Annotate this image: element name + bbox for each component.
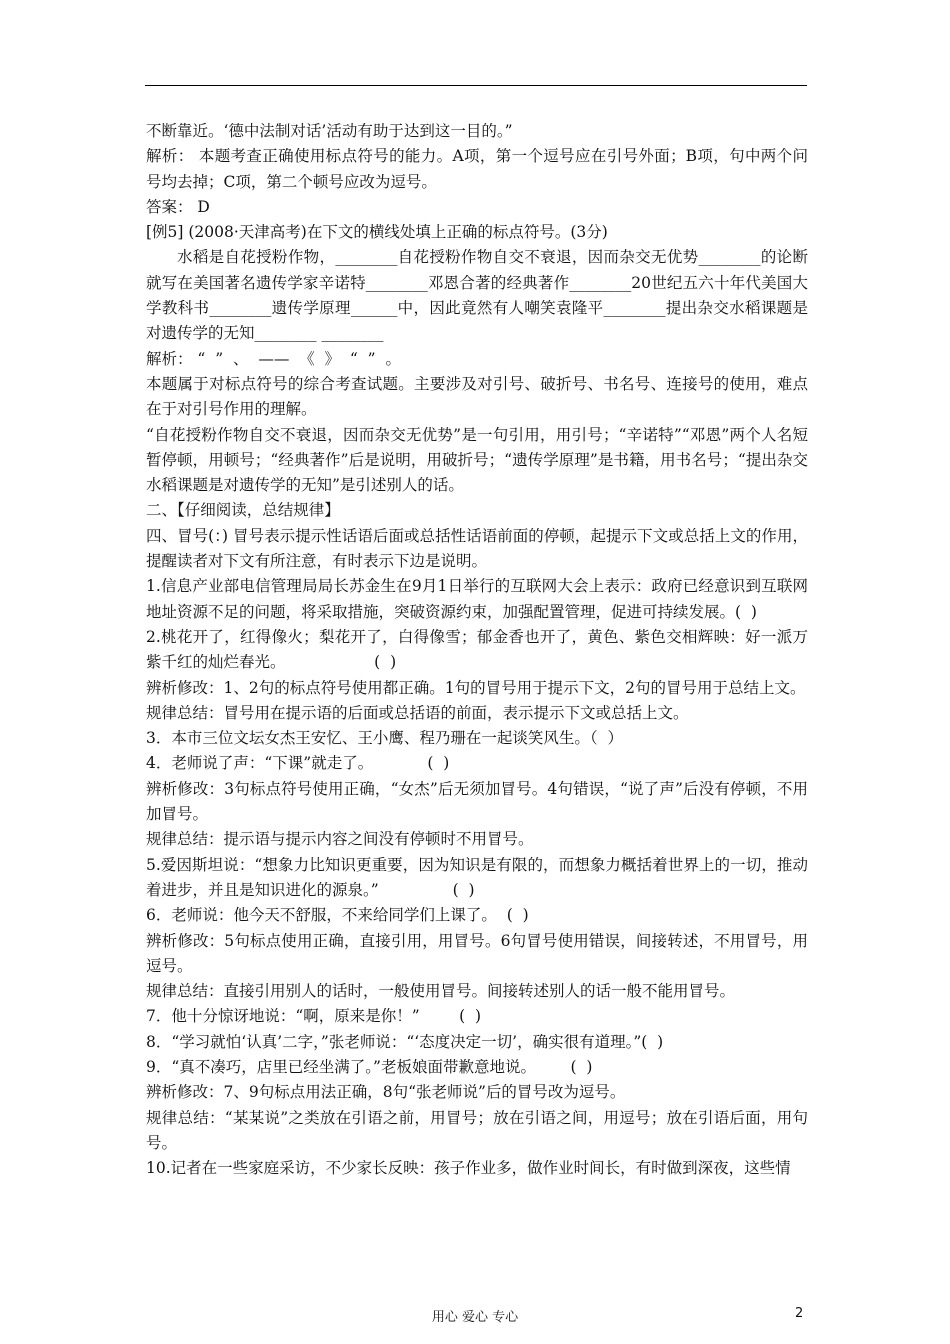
footer-motto: 用心 爱心 专心 <box>431 1310 519 1325</box>
list-item: 1.信息产业部电信管理局局长苏金生在9月1日举行的互联网大会上表示：政府已经意识到互联网地址资源不足的问题，将采取措施，突破资源约束，加强配置管理，促进可持续发展。( ) <box>146 577 808 621</box>
analysis-answer-line: 解析： “ ” 、 —— 《 》 “ ” 。 <box>146 349 401 368</box>
list-item: 3．本市三位文坛女杰王安忆、王小鹰、程乃珊在一起谈笑风生。（ ） <box>146 729 623 748</box>
list-item: 9．“真不凑巧，店里已经坐满了。”老板娘面带歉意地说。 ( ) <box>146 1057 593 1076</box>
list-item: 2.桃花开了，红得像火；梨花开了，白得像雪；郁金香也开了，黄色、紫色交相辉映：好一派万紫千红的灿烂春光。 ( ) <box>146 627 808 672</box>
example-heading: [例5] (2008·天津高考)在下文的横线处填上正确的标点符号。(3分) <box>146 223 608 242</box>
page-number: 2 <box>795 1306 804 1321</box>
analysis-paragraph: 辨析修改：3句标点符号使用正确，“女杰”后无须加冒号。4句错误，“说了声”后没有停顿，不用加冒号。 <box>146 779 808 824</box>
header-rule <box>145 85 807 86</box>
exercise-passage: 水稻是自花授粉作物，________自花授粉作物自交不衰退，因而杂交无优势________的论断就写在美国著名遗传学家辛诺特________邓恩合著的经典著作________20世纪五六十年代美国大学教科书________遗传学原理______中，因此竟然有人嘲笑袁隆平________提出杂交水稻课题是对遗传学的无知________ ________ <box>146 248 808 343</box>
section-intro: 四、冒号(：) 冒号表示提示性话语后面或总括性话语前面的停顿，起提示下文或总括上文的作用，提醒读者对下文有所注意，有时表示下边是说明。 <box>146 526 808 571</box>
rule-summary: 规律总结：“某某说”之类放在引语之前，用冒号；放在引语之间，用逗号；放在引语后面，用句号。 <box>146 1108 808 1152</box>
rule-summary: 规律总结：直接引用别人的话时，一般使用冒号。间接转述别人的话一般不能用冒号。 <box>146 982 736 1001</box>
section-heading: 二、【仔细阅读，总结规律】 <box>146 501 340 520</box>
paragraph: 不断靠近。‘德中法制对话’活动有助于达到这一目的。” <box>146 122 513 140</box>
analysis-paragraph: 辨析修改：5句标点使用正确，直接引用，用冒号。6句冒号使用错误，间接转述，不用冒号，用逗号。 <box>146 931 808 975</box>
list-item: 8．“学习就怕‘认真’二字，”张老师说：“‘态度决定一切’，确实很有道理。”( ) <box>146 1032 664 1051</box>
list-item: 5.爱因斯坦说：“想象力比知识更重要，因为知识是有限的，而想象力概括着世界上的一切，推动着进步，并且是知识进化的源泉。” ( ) <box>146 855 808 899</box>
rule-summary: 规律总结：冒号用在提示语的后面或总括语的前面，表示提示下文或总括上文。 <box>146 703 689 722</box>
list-item: 10.记者在一些家庭采访，不少家长反映：孩子作业多，做作业时间长，有时做到深夜，这些情 <box>146 1159 791 1178</box>
analysis-paragraph: 辨析修改：7、9句标点用法正确，8句“张老师说”后的冒号改为逗号。 <box>146 1083 626 1102</box>
rule-summary: 规律总结：提示语与提示内容之间没有停顿时不用冒号。 <box>146 830 534 849</box>
list-item: 7．他十分惊讶地说：“啊，原来是你！” ( ) <box>146 1007 482 1026</box>
document-body <box>146 119 808 1181</box>
list-item: 6．老师说：他今天不舒服，不来给同学们上课了。 ( ) <box>146 906 529 925</box>
analysis-paragraph: 解析： 本题考查正确使用标点符号的能力。A项，第一个逗号应在引号外面；B项，句中两个问号均去掉；C项，第二个顿号应改为逗号。 <box>146 147 808 191</box>
paragraph: “自花授粉作物自交不衰退，因而杂交无优势”是一句引用，用引号；“辛诺特”“邓恩”两个人名短暂停顿，用顿号；“经典著作”后是说明，用破折号；“遗传学原理”是书籍，用书名号；“提出杂交水稻课题是对遗传学的无知”是引述别人的话。 <box>146 425 808 495</box>
answer-line: 答案： D <box>146 197 210 216</box>
list-item: 4．老师说了声：“下课”就走了。 ( ) <box>146 754 450 773</box>
analysis-paragraph: 辨析修改：1、2句的标点符号使用都正确。1句的冒号用于提示下文，2句的冒号用于总结上文。 <box>146 678 806 697</box>
paragraph: 本题属于对标点符号的综合考查试题。主要涉及对引号、破折号、书名号、连接号的使用，难点在于对引号作用的理解。 <box>146 374 808 419</box>
